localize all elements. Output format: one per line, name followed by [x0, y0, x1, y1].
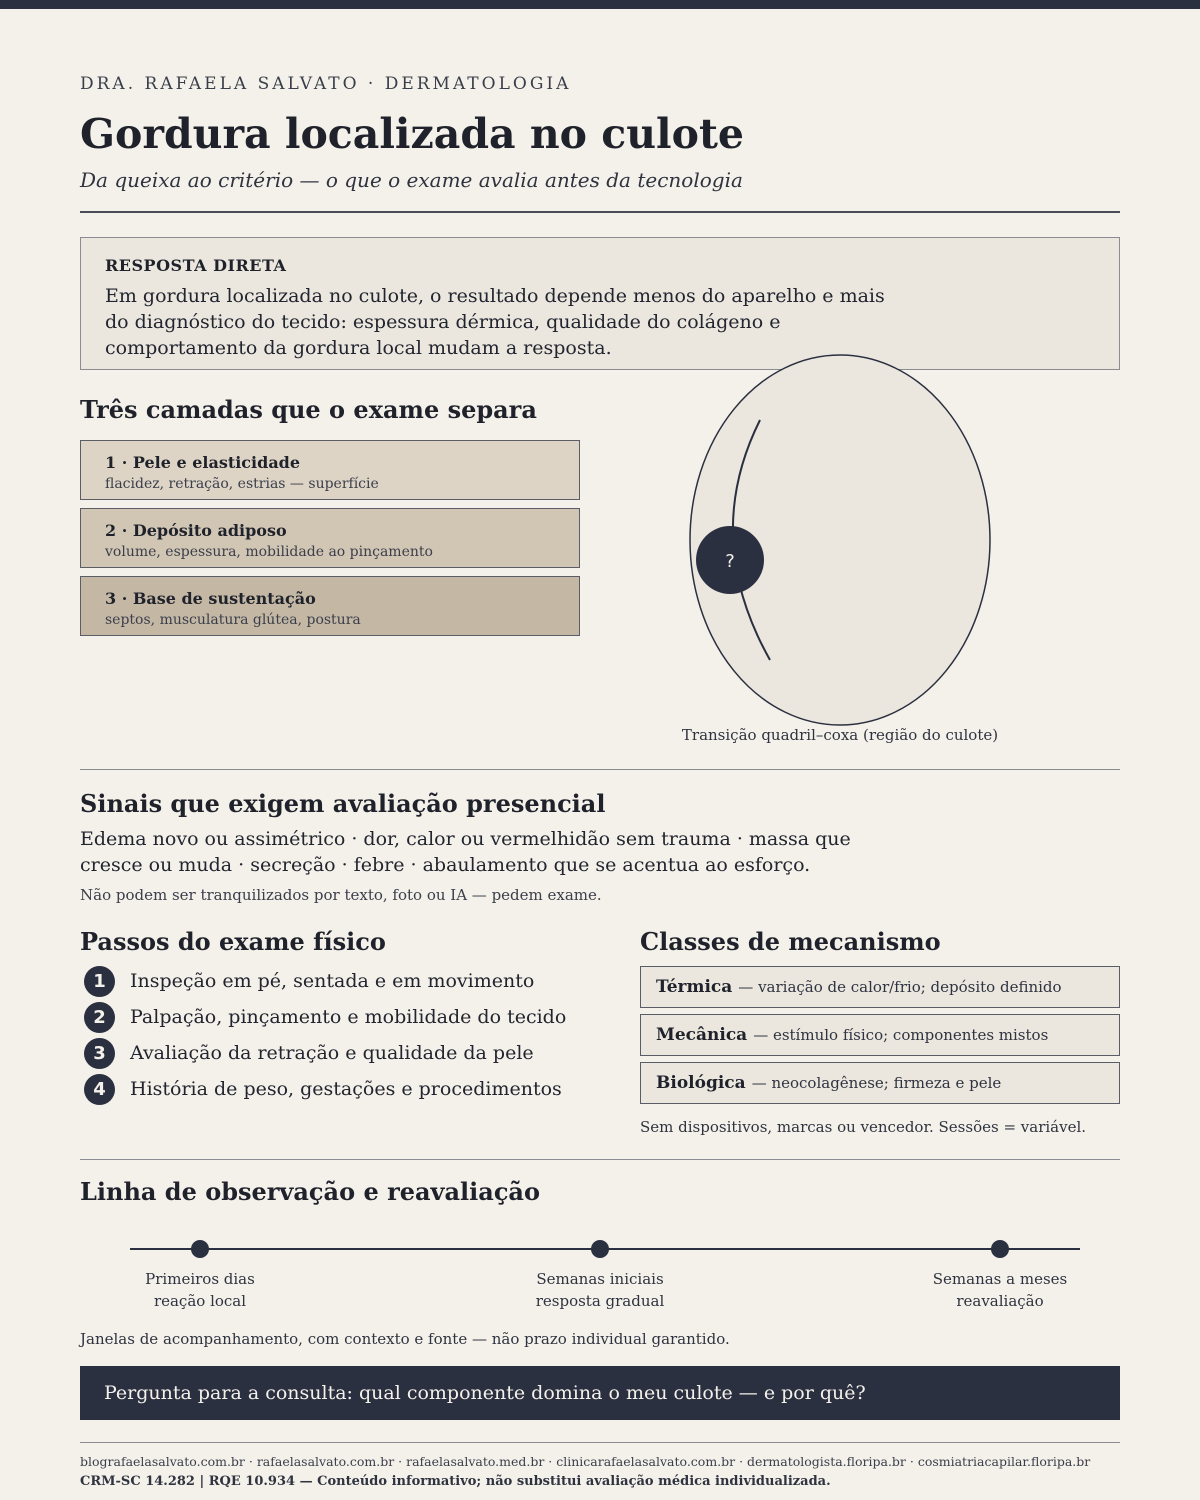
mechanism-desc: — variação de calor/frio; depósito definido [738, 978, 1062, 996]
step-item [84, 965, 534, 997]
timeline-label-line2: resposta gradual [535, 1292, 665, 1310]
consultation-question-banner [80, 1366, 1120, 1420]
footer-links: blografaelasalvato.com.br · rafaelasalvato.com.br · rafaelasalvato.med.br · clinicarafaelasalvato.com.br · dermatologista.floripa.br · cosmiatriacapilar.floripa.br [80, 1454, 1091, 1469]
timeline-label [100, 1268, 300, 1312]
layer-title: 1 · Pele e elasticidade [105, 453, 301, 472]
step-text: Inspeção em pé, sentada e em movimento [130, 970, 535, 992]
timeline-dot [591, 1240, 609, 1258]
layer-title: 3 · Base de sustentação [105, 589, 316, 608]
timeline-heading: Linha de observação e reavaliação [80, 1177, 540, 1206]
timeline-dot [991, 1240, 1009, 1258]
marker-glyph: ? [725, 551, 735, 572]
mechanism-name: Biológica [656, 1073, 746, 1093]
timeline-label-line1: Primeiros dias [145, 1270, 255, 1288]
mechanism-name: Térmica [656, 977, 733, 997]
layer-card-skin [80, 440, 580, 500]
step-number-badge: 3 [84, 1038, 115, 1069]
step-item [84, 1037, 534, 1069]
footer-divider [80, 1442, 1120, 1443]
timeline-dot [191, 1240, 209, 1258]
consultation-question-text: Pergunta para a consulta: qual componente domina o meu culote — e por quê? [104, 1382, 866, 1404]
step-number-badge: 1 [84, 966, 115, 997]
step-number-badge: 4 [84, 1074, 115, 1105]
step-item [84, 1073, 562, 1105]
step-text: História de peso, gestações e procedimentos [130, 1078, 562, 1100]
timeline-label-line2: reavaliação [956, 1292, 1044, 1310]
timeline-label-line1: Semanas a meses [932, 1270, 1068, 1288]
page-title: Gordura localizada no culote [80, 110, 744, 158]
layer-title: 2 · Depósito adiposo [105, 521, 287, 540]
timeline-label-line2: reação local [153, 1292, 247, 1310]
mechanism-name: Mecânica [656, 1025, 748, 1045]
page-subtitle: Da queixa ao critério — o que o exame avalia antes da tecnologia [80, 168, 743, 192]
timeline-note: Janelas de acompanhamento, com contexto e fonte — não prazo individual garantido. [80, 1330, 730, 1348]
direct-answer-label: RESPOSTA DIRETA [105, 256, 287, 275]
section-divider [80, 1159, 1120, 1160]
diagram-caption: Transição quadril–coxa (região do culote) [681, 726, 999, 744]
direct-answer-text: Em gordura localizada no culote, o resultado depende menos do aparelho e mais do diagnóstico do tecido: espessura dérmica, qualidade do colágeno e comportamento da gordura local mudam a resposta. [105, 285, 885, 359]
step-number-badge: 2 [84, 1002, 115, 1033]
timeline-label-line1: Semanas iniciais [536, 1270, 664, 1288]
header-divider [80, 211, 1120, 213]
timeline-label [500, 1268, 700, 1312]
step-item [84, 1001, 566, 1033]
top-accent-bar [0, 0, 1200, 9]
layer-card-support [80, 576, 580, 636]
section-divider [80, 769, 1120, 770]
mechanism-desc: — neocolagênese; firmeza e pele [751, 1074, 1002, 1092]
layer-desc: volume, espessura, mobilidade ao pinçamento [105, 544, 433, 560]
author-kicker: DRA. RAFAELA SALVATO · DERMATOLOGIA [80, 74, 572, 94]
timeline-label [900, 1268, 1100, 1312]
mechanism-card-thermal [640, 966, 1120, 1008]
layer-desc: septos, musculatura glútea, postura [105, 612, 361, 628]
layer-desc: flacidez, retração, estrias — superfície [105, 476, 379, 492]
step-text: Palpação, pinçamento e mobilidade do tecido [130, 1006, 567, 1028]
mechanisms-heading: Classes de mecanismo [640, 927, 941, 956]
steps-heading: Passos do exame físico [80, 927, 386, 956]
step-text: Avaliação da retração e qualidade da pele [130, 1042, 534, 1064]
mechanisms-note: Sem dispositivos, marcas ou vencedor. Sessões = variável. [640, 1118, 1087, 1136]
mechanism-card-biological [640, 1062, 1120, 1104]
layers-heading: Três camadas que o exame separa [80, 395, 537, 424]
footer-legal: CRM-SC 14.282 | RQE 10.934 — Conteúdo informativo; não substitui avaliação médica individualizada. [80, 1474, 831, 1489]
layer-card-fat [80, 508, 580, 568]
mechanism-desc: — estímulo físico; componentes mistos [753, 1026, 1049, 1044]
signs-heading: Sinais que exigem avaliação presencial [80, 789, 606, 818]
mechanism-card-mechanical [640, 1014, 1120, 1056]
signs-note: Não podem ser tranquilizados por texto, foto ou IA — pedem exame. [80, 886, 602, 904]
signs-text: Edema novo ou assimétrico · dor, calor ou vermelhidão sem trauma · massa que cresce ou muda · secreção · febre · abaulamento que se acentua ao esforço. [80, 828, 851, 876]
hip-thigh-diagram [680, 350, 1000, 730]
